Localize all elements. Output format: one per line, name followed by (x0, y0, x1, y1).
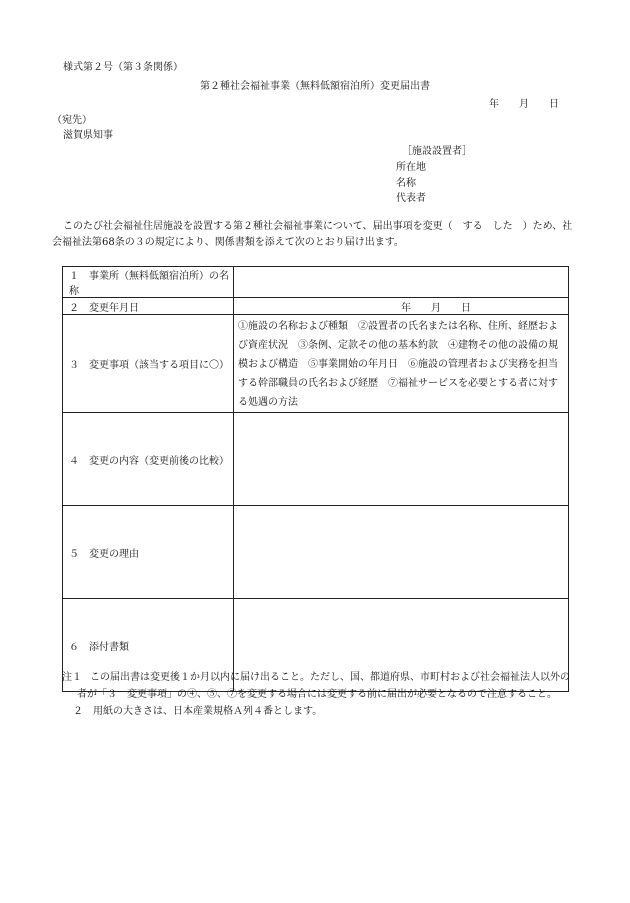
row4-label: ４ 変更の内容（変更前後の比較） (63, 413, 234, 506)
note1-prefix: 注１ (62, 672, 82, 683)
table-row (63, 298, 569, 315)
table-row (63, 413, 569, 506)
row1-label: １ 事業所（無料低額宿泊所）の名称 (63, 267, 234, 298)
row2-label: ２ 変更年月日 (63, 298, 234, 315)
row5-label: ５ 変更の理由 (63, 506, 234, 599)
applicant-header: ［施設設置者］ (402, 146, 472, 157)
address-label: 所在地 (396, 162, 426, 173)
date-line[interactable]: 年 月 日 (489, 99, 559, 110)
name-label: 名称 (396, 178, 416, 189)
table-row (63, 506, 569, 599)
document-title: 第２種社会福祉事業（無料低額宿泊所）変更届出書 (200, 81, 430, 92)
change-date: 年 月 日 (401, 302, 471, 314)
change-form-table (62, 266, 569, 692)
row5-value-cell[interactable] (234, 506, 569, 599)
intro-line-2: 会福祉法第68条の３の規定により、関係書類を添えて次のとおり届け出ます。 (52, 237, 404, 248)
row3-label: ３ 変更事項（該当する項目に〇） (63, 315, 234, 413)
representative-label: 代表者 (396, 193, 426, 204)
note2: ２ 用紙の大きさは、日本産業規格Ａ列４番とします。 (73, 706, 323, 717)
row2-value-cell[interactable] (234, 298, 569, 315)
row6-label: ６ 添付書類 (63, 599, 234, 692)
addressee-label: （宛先） (52, 115, 92, 126)
table-row (63, 267, 569, 298)
row1-value-cell[interactable] (234, 267, 569, 298)
note1-line-2: 者が「３ 変更事項」の④、⑤、⑦を変更する場合には変更する前に届出が必要となるので注意すること。 (77, 689, 557, 700)
note1-line-1: この届出書は変更後１か月以内に届け出ること。ただし、国、都道府県、市町村および社会福祉法人以外の (90, 672, 570, 683)
table-row (63, 315, 569, 413)
change-items-list[interactable]: ①施設の名称および種類 ②設置者の氏名または名称、住所、経歴および資産状況 ③条例、定款その他の基本約款 ④建物その他の設備の規模および構造 ⑤事業開始の年月日 ⑥施設の管理者および実務を担当する幹部職員の氏名および経歴 ⑦福祉サービスを必要とする者に対する処遇の方法 (234, 315, 569, 413)
addressee: 滋賀県知事 (63, 130, 113, 141)
intro-line-1: このたび社会福祉住居施設を設置する第２種社会福祉事業について、届出事項を変更（ する した ）ため、社 (63, 221, 573, 232)
row4-value-cell[interactable] (234, 413, 569, 506)
form-number: 様式第２号（第３条関係） (63, 62, 183, 73)
